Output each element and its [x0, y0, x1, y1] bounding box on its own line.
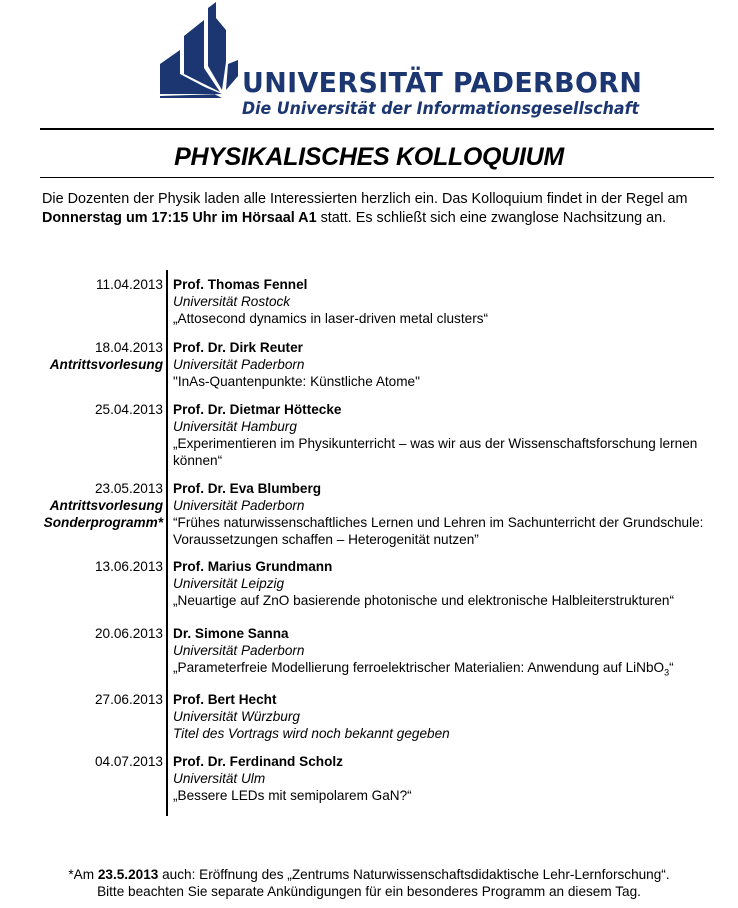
event-talk-title: „Bessere LEDs mit semipolarem GaN?“: [173, 788, 412, 803]
event-tag: Antrittsvorlesung: [49, 498, 163, 513]
event-talk-title: „Neuartige auf ZnO basierende photonische und elektronische Halbleiterstrukturen“: [173, 593, 674, 608]
event-talk-title: „Experimentieren im Physikunterricht – was wir aus der Wissenschaftsforschung lernen können“: [173, 436, 698, 468]
event-tag: Antrittsvorlesung: [49, 357, 163, 372]
event-tag: Sonderprogramm*: [43, 515, 163, 530]
footnote-line-2: Bitte beachten Sie separate Ankündigungen für ein besonderes Programm an diesem Tag.: [97, 884, 641, 899]
talk-title-subscript: 3: [664, 667, 670, 678]
event-university: Universität Paderborn: [173, 357, 305, 372]
event-university: Universität Rostock: [173, 294, 291, 309]
logo-title: UNIVERSITÄT PADERBORN: [242, 66, 643, 99]
talk-title-text: „Parameterfreie Modellierung ferroelektrischer Materialien: Anwendung auf LiNbO: [173, 660, 665, 675]
event-speaker: Prof. Dr. Ferdinand Scholz: [173, 754, 343, 769]
intro-text: Die Dozenten der Physik laden alle Interessierten herzlich ein. Das Kolloquium findet in der Regel am: [42, 191, 688, 207]
event-university: Universität Paderborn: [173, 643, 305, 658]
event-speaker: Prof. Bert Hecht: [173, 692, 277, 707]
footnote-date: 23.5.2013: [97, 867, 159, 882]
talk-title-closing-quote: “: [669, 660, 674, 675]
title-divider: [40, 177, 714, 178]
event-speaker: Prof. Marius Grundmann: [173, 559, 333, 574]
university-building-icon: [158, 2, 242, 102]
event-speaker: Prof. Dr. Dietmar Höttecke: [173, 402, 342, 417]
intro-text-end: statt. Es schließt sich eine zwanglose Nachsitzung an.: [316, 210, 667, 226]
footnote: [0, 866, 738, 900]
logo-subtitle: Die Universität der Informationsgesellschaft: [242, 99, 640, 119]
event-university: Universität Paderborn: [173, 498, 305, 513]
event-university: Universität Ulm: [173, 771, 266, 786]
event-speaker: Prof. Dr. Eva Blumberg: [173, 481, 322, 496]
page-title: PHYSIKALISCHES KOLLOQUIUM: [174, 143, 564, 171]
footnote-text: auch: Eröffnung des „Zentrums Naturwissenschaftsdidaktische Lehr-Lernforschung“.: [158, 867, 670, 882]
intro-paragraph: [42, 190, 722, 228]
university-logo: [158, 2, 643, 122]
footnote-line-1: [0, 866, 738, 883]
footnote-prefix: *Am: [68, 867, 98, 882]
event-talk-title: “Frühes naturwissenschaftliches Lernen und Lehren im Sachunterricht der Grundschule: Voraussetzungen schaffen – Heterogenität nutzen”: [173, 515, 704, 547]
event-talk-title: [173, 659, 733, 682]
event-date: 27.06.2013: [94, 692, 163, 707]
event-talk-title: „Attosecond dynamics in laser-driven metal clusters“: [173, 311, 489, 326]
event-talk-title: "InAs-Quantenpunkte: Künstliche Atome": [173, 374, 420, 389]
event-university: Universität Würzburg: [173, 709, 300, 724]
event-date: 25.04.2013: [94, 402, 163, 417]
event-speaker: Dr. Simone Sanna: [173, 626, 289, 641]
event-university: Universität Leipzig: [173, 576, 285, 591]
event-talk-title: Titel des Vortrags wird noch bekannt gegeben: [173, 726, 450, 741]
event-date: 11.04.2013: [95, 277, 163, 292]
event-date: 23.05.2013: [94, 481, 163, 496]
event-date: 20.06.2013: [94, 626, 163, 641]
event-speaker: Prof. Thomas Fennel: [173, 277, 308, 292]
header-divider: [40, 128, 714, 130]
event-date: 18.04.2013: [94, 340, 163, 355]
event-university: Universität Hamburg: [173, 419, 297, 434]
schedule-divider-line: [166, 270, 168, 816]
event-speaker: Prof. Dr. Dirk Reuter: [173, 340, 303, 355]
intro-time-place: Donnerstag um 17:15 Uhr im Hörsaal A1: [42, 210, 317, 226]
event-date: 04.07.2013: [94, 754, 163, 769]
event-date: 13.06.2013: [94, 559, 163, 574]
